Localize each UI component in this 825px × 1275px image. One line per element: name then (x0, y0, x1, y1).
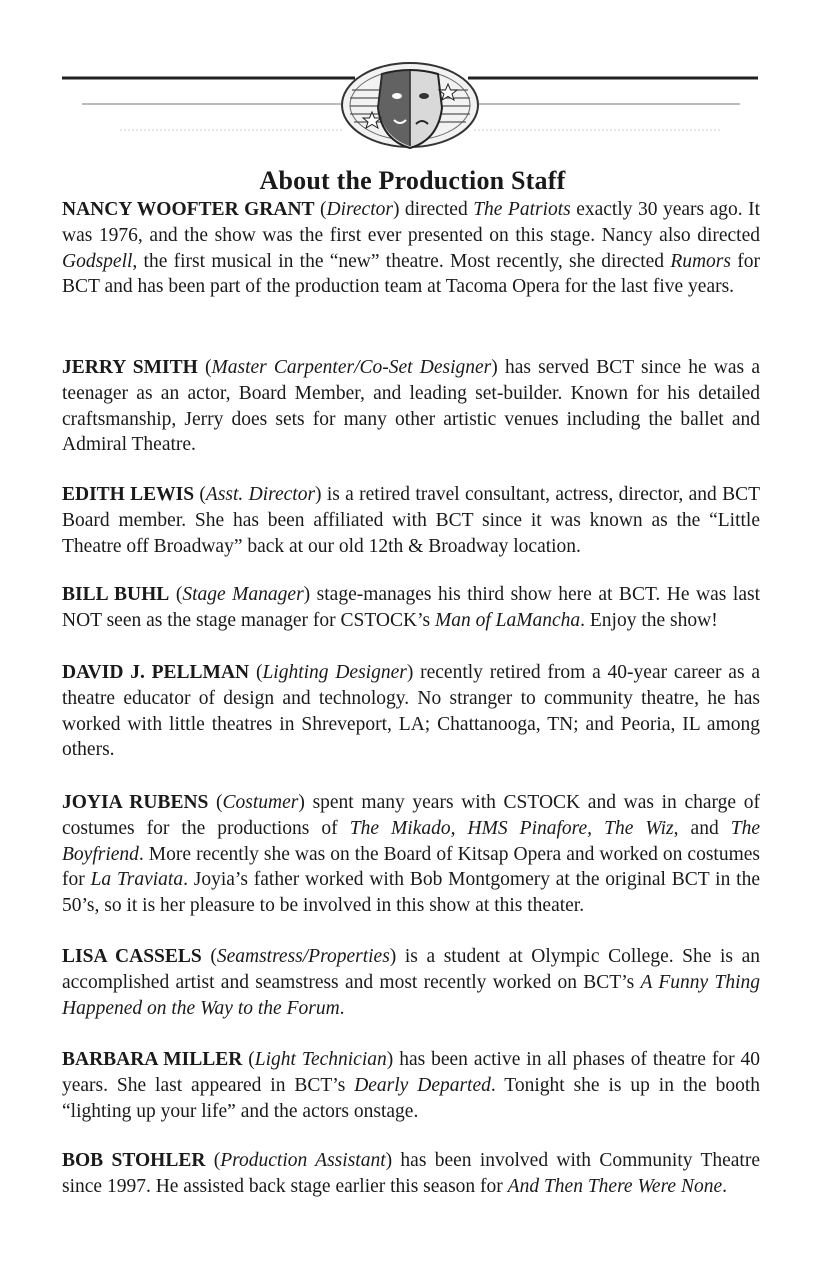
staff-name: BILL BUHL (62, 584, 170, 605)
bio-text: spent many years with CSTOCK and was in charge of costumes for the productions of (62, 792, 760, 839)
bio-text: stage-manages his third show here at BCT. He was last NOT seen as the stage manager for CSTOCK’s (62, 584, 760, 631)
bio-text: has served BCT since he was a teenager as an actor, Board Member, and leading set-builder. Known for his detailed craftsmanship, Jerry does sets for many other artistic venues including the ballet and Admiral Theatre. (62, 357, 760, 456)
staff-bio: BARBARA MILLER (Light Technician) has been active in all phases of theatre for 40 years. She last appeared in BCT’s Dearly Departed. Tonight she is up in the booth “lighting up your life” and the actors onstage. (62, 1049, 760, 1122)
staff-name: BARBARA MILLER (62, 1049, 243, 1070)
production-title: Dearly Departed (354, 1074, 491, 1096)
bio-text: has been involved with Community Theatre since 1997. He assisted back stage earlier this season for (62, 1150, 760, 1197)
bio-text: . Enjoy the show! (580, 609, 718, 631)
bio-text: . (339, 997, 345, 1019)
staff-role: Master Carpenter/Co-Set Designer (211, 357, 492, 378)
staff-role: Asst. Director (205, 484, 316, 505)
bio-text: . Tonight she is up in the booth “lighting up your life” and the actors onstage. (62, 1074, 760, 1122)
staff-role: Light Technician (254, 1049, 387, 1070)
staff-name: BOB STOHLER (62, 1150, 206, 1171)
theatre-masks-star-emblem-icon (342, 63, 478, 148)
production-title: La Traviata (90, 869, 184, 891)
staff-bio: JERRY SMITH (Master Carpenter/Co-Set Designer) has served BCT since he was a teenager as an actor, Board Member, and leading set-builder. Known for his detailed craftsmanship, Jerry does sets for many other artistic venues including the ballet and Admiral Theatre. (62, 357, 760, 456)
staff-role: Production Assistant (220, 1150, 386, 1171)
production-title: Man of LaMancha (434, 609, 581, 631)
production-title: The Patriots (473, 199, 571, 220)
staff-name: EDITH LEWIS (62, 484, 195, 505)
staff-role: Lighting Designer (262, 662, 407, 683)
bio-text: . Joyia’s father worked with Bob Montgomery at the original BCT in the 50’s, so it is her pleasure to be involved in this show at this theater. (62, 869, 760, 917)
header-rule-emblem (60, 60, 760, 160)
staff-role: Costumer (222, 792, 299, 813)
bio-text: , the first musical in the “new” theatre. Most recently, she directed (132, 250, 671, 272)
bio-text: directed (404, 199, 474, 220)
page-title: About the Production Staff (259, 166, 566, 195)
bio-text: exactly 30 years ago. It was 1976, and the show was the first ever presented on this stage. Nancy also directed (62, 199, 760, 246)
staff-name: JOYIA RUBENS (62, 792, 209, 813)
staff-name: NANCY WOOFTER GRANT (62, 199, 315, 220)
production-title: Rumors (670, 250, 731, 272)
staff-role: Director (326, 199, 393, 220)
staff-role: Seamstress/Properties (216, 946, 390, 967)
production-title: Godspell (62, 250, 133, 272)
production-title: The Boyfriend (62, 817, 761, 865)
staff-bio: NANCY WOOFTER GRANT (Director) directed The Patriots exactly 30 years ago. It was 1976, and the show was the first ever presented on this stage. Nancy also directed Godspell, the first musical in the “new” theatre. Most recently, she directed Rumors for BCT and has been part of the production team at Tacoma Opera for the last five years. (62, 199, 760, 298)
bio-text: . More recently she was on the Board of Kitsap Opera and worked on costumes for (62, 843, 760, 891)
staff-bio: BILL BUHL (Stage Manager) stage-manages his third show here at BCT. He was last NOT seen as the stage manager for CSTOCK’s Man of LaMancha. Enjoy the show! (62, 584, 760, 631)
bio-text: has been active in all phases of theatre for 40 years. She last appeared in BCT’s (62, 1049, 760, 1096)
bio-text: , and (673, 817, 731, 839)
production-title: And Then There Were None (507, 1175, 723, 1197)
staff-name: JERRY SMITH (62, 357, 198, 378)
staff-bio: EDITH LEWIS (Asst. Director) is a retired travel consultant, actress, director, and BCT Board member. She has been affiliated with BCT since it was known as the “Little Theatre off Broadway” back at our old 12th & Broadway location. (62, 484, 760, 557)
staff-name: LISA CASSELS (62, 946, 202, 967)
bio-text: for BCT and has been part of the production team at Tacoma Opera for the last five years. (62, 250, 760, 298)
staff-bio: JOYIA RUBENS (Costumer) spent many years with CSTOCK and was in charge of costumes for the productions of The Mikado, HMS Pinafore, The Wiz, and The Boyfriend. More recently she was on the Board of Kitsap Opera and worked on costumes for La Traviata. Joyia’s father worked with Bob Montgomery at the original BCT in the 50’s, so it is her pleasure to be involved in this show at this theater. (62, 792, 761, 917)
bio-text: . (722, 1175, 728, 1197)
production-title: The Mikado, HMS Pinafore, The Wiz (349, 817, 674, 839)
production-title: A Funny Thing Happened on the Way to the Forum (62, 971, 760, 1019)
bio-text: is a student at Olympic College. She is an accomplished artist and seamstress and most recently worked on BCT’s (62, 946, 760, 993)
bio-text: recently retired from a 40-year career as a theatre educator of design and technology. No stranger to community theatre, he has worked with little theatres in Shreveport, LA; Chattanooga, TN; and Peoria, IL among others. (62, 662, 761, 761)
staff-bio: BOB STOHLER (Production Assistant) has been involved with Community Theatre since 1997. He assisted back stage earlier this season for And Then There Were None. (62, 1150, 760, 1197)
staff-role: Stage Manager (182, 584, 304, 605)
staff-bio: LISA CASSELS (Seamstress/Properties) is a student at Olympic College. She is an accomplished artist and seamstress and most recently worked on BCT’s A Funny Thing Happened on the Way to the Forum. (62, 946, 760, 1019)
staff-bio: DAVID J. PELLMAN (Lighting Designer) recently retired from a 40-year career as a theatre educator of design and technology. No stranger to community theatre, he has worked with little theatres in Shreveport, LA; Chattanooga, TN; and Peoria, IL among others. (62, 662, 761, 761)
bio-text: is a retired travel consultant, actress, director, and BCT Board member. She has been affiliated with BCT since it was known as the “Little Theatre off Broadway” back at our old 12th & Broadway location. (62, 484, 760, 557)
staff-name: DAVID J. PELLMAN (62, 662, 250, 683)
